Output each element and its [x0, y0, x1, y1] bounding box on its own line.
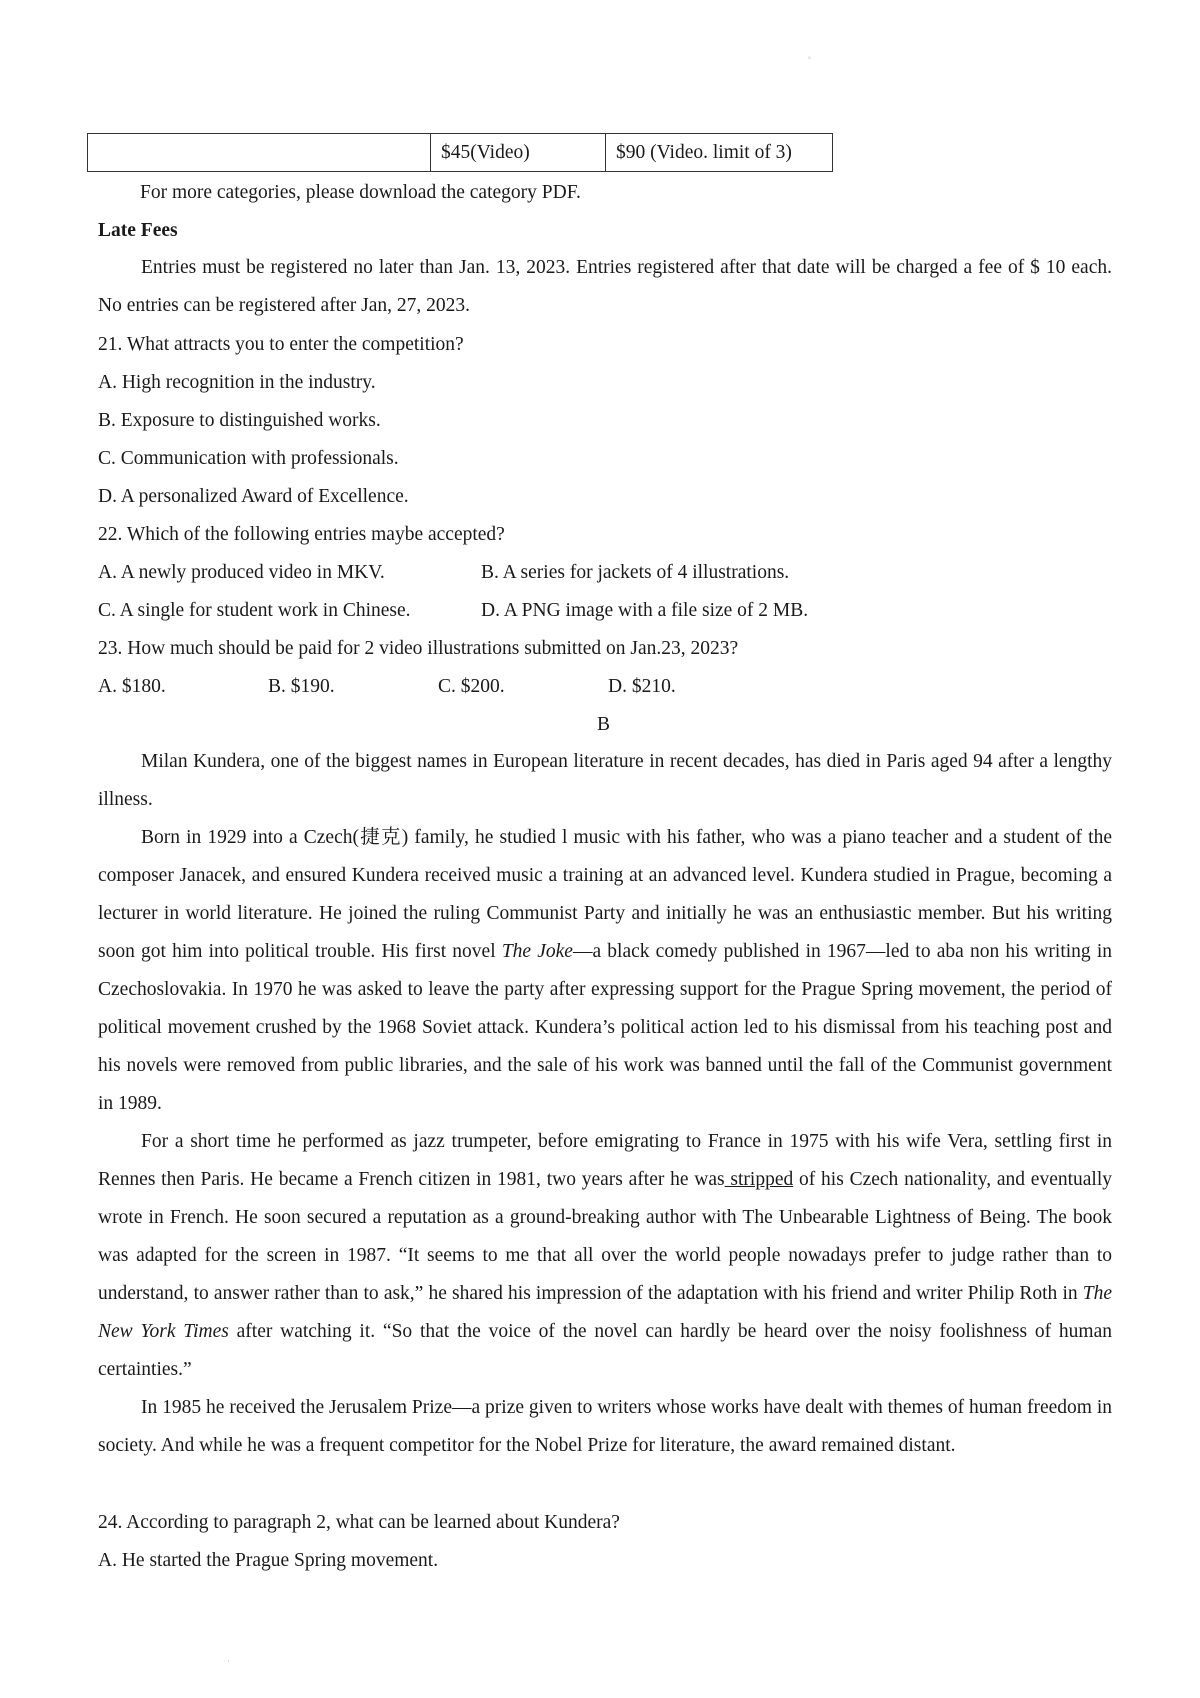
question-24-stem: 24. According to paragraph 2, what can be learned about Kundera?	[98, 1512, 620, 1533]
paragraph-2-text: Born in 1929 into a Czech(捷克) family, he studied l music with his father, who was a piano teacher and a student of the composer Janacek, and ensured Kundera received music a training at an advanced level. Kundera studied in Prague, becoming a lecturer in world literature. He joined the ruling Communist Party and initially he was an enthusiastic member. But his writing soon got him into political trouble. His first novel	[98, 827, 1112, 962]
footer-mark: ·	[227, 1657, 230, 1666]
question-21-option-d: D. A personalized Award of Excellence.	[98, 486, 409, 507]
paragraph-2-text-rest: —a black comedy published in 1967—led to aba non his writing in Czechoslovakia. In 1970 he was asked to leave the party after expressing support for the Prague Spring movement, the period of political movement crushed by the 1968 Soviet attack. Kundera’s political action led to his dismissal from his teaching post and his novels were removed from public libraries, and the sale of his work was banned until the fall of the Communist government in 1989.	[98, 941, 1112, 1114]
table-cell: $90 (Video. limit of 3)	[606, 134, 833, 172]
section-b-label: B	[597, 714, 611, 735]
novel-title: The Joke	[501, 941, 573, 962]
late-fees-heading: Late Fees	[98, 220, 178, 241]
newspaper-title: The New York Times	[98, 1283, 1112, 1342]
question-22-option-c: C. A single for student work in Chinese.	[98, 600, 411, 621]
question-21-stem: 21. What attracts you to enter the competition?	[98, 334, 464, 355]
passage-paragraph-2	[98, 819, 1112, 1123]
late-fees-paragraph: Entries must be registered no later than Jan. 13, 2023. Entries registered after that date will be charged a fee of $ 10 each. No entries can be registered after Jan, 27, 2023.	[98, 257, 1112, 316]
table-cell: $45(Video)	[431, 134, 606, 172]
question-22-option-a: A. A newly produced video in MKV.	[98, 562, 385, 583]
passage-paragraph-4: In 1985 he received the Jerusalem Prize—a prize given to writers whose works have dealt with themes of human freedom in society. And while he was a frequent competitor for the Nobel Prize for literature, the award remained distant.	[98, 1397, 1112, 1456]
question-23-option-a: A. $180.	[98, 676, 166, 697]
question-22-option-d: D. A PNG image with a file size of 2 MB.	[481, 600, 809, 621]
question-23-option-b: B. $190.	[268, 676, 335, 697]
paragraph-3-text: For a short time he performed as jazz trumpeter, before emigrating to France in 1975 with his wife Vera, settling first in Rennes then Paris. He became a French citizen in 1981, two years after he was	[98, 1131, 1112, 1190]
underlined-word: stripped	[724, 1169, 794, 1190]
passage-paragraph-1: Milan Kundera, one of the biggest names in European literature in recent decades, has died in Paris aged 94 after a lengthy illness.	[98, 751, 1112, 810]
question-23-stem: 23. How much should be paid for 2 video illustrations submitted on Jan.23, 2023?	[98, 638, 739, 659]
question-22-stem: 22. Which of the following entries maybe accepted?	[98, 524, 505, 545]
paragraph-3-text-mid: of his Czech nationality, and eventually wrote in French. He soon secured a reputation as a ground-breaking author with The Unbearable Lightness of Being. The book was adapted for the screen in 1987. “It seems to me that all over the world people nowadays prefer to judge rather than to understand, to answer rather than to ask,” he shared his impression of the adaptation with his friend and writer Philip Roth in	[98, 1169, 1113, 1304]
passage-paragraph-3	[98, 1123, 1112, 1389]
question-24-option-a: A. He started the Prague Spring movement.	[98, 1550, 439, 1571]
question-21-option-b: B. Exposure to distinguished works.	[98, 410, 381, 431]
question-23-option-d: D. $210.	[608, 676, 676, 697]
table-row	[88, 134, 833, 172]
table-cell	[88, 134, 431, 172]
question-21-option-a: A. High recognition in the industry.	[98, 372, 376, 393]
categories-note: For more categories, please download the category PDF.	[140, 182, 581, 203]
question-22-option-b: B. A series for jackets of 4 illustrations.	[481, 562, 790, 583]
fee-table	[87, 133, 833, 172]
header-mark: 。	[808, 51, 816, 60]
question-21-option-c: C. Communication with professionals.	[98, 448, 399, 469]
question-23-option-c: C. $200.	[438, 676, 505, 697]
paragraph-3-text-end: after watching it. “So that the voice of the novel can hardly be heard over the noisy foolishness of human certainties.”	[98, 1321, 1112, 1380]
